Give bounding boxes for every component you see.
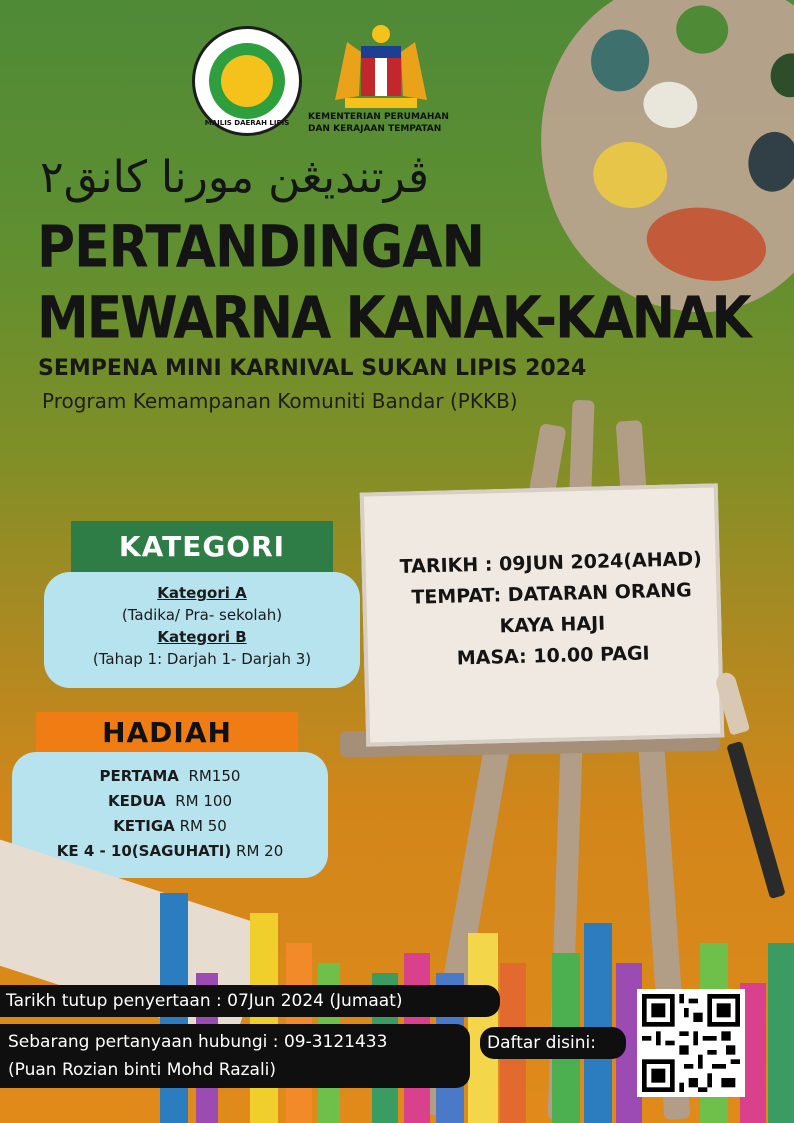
hadiah-heading: HADIAH [36, 712, 298, 754]
title-line-2: MEWARNA KANAK-KANAK [37, 285, 750, 353]
pencil-icon [768, 943, 794, 1123]
title-line-1: PERTANDINGAN [37, 214, 485, 282]
event-time: MASA: 10.00 PAGI [456, 642, 650, 670]
prize-row: KE 4 - 10(SAGUHATI) RM 20 [56, 842, 284, 860]
kategori-b-label: Kategori B [157, 628, 247, 646]
majlis-daerah-lipis-logo [192, 26, 302, 136]
contact-name: (Puan Rozian binti Mohd Razali) [8, 1060, 277, 1080]
pencil-icon [250, 913, 278, 1123]
event-venue-line2: KAYA HAJI [499, 612, 606, 638]
event-date: TARIKH : 09JUN 2024(AHAD) [399, 548, 703, 578]
ministry-name: KEMENTERIAN PERUMAHAN DAN KERAJAAN TEMPATAN [308, 112, 449, 134]
kategori-b-desc: (Tahap 1: Darjah 1- Darjah 3) [92, 650, 312, 668]
closing-date: Tarikh tutup penyertaan : 07Jun 2024 (Jumaat) [0, 985, 500, 1017]
kategori-a-label: Kategori A [157, 584, 247, 602]
mdl-logo-text: MAJLIS DAERAH LIPIS [204, 119, 290, 127]
kategori-a-desc: (Tadika/ Pra- sekolah) [121, 606, 283, 624]
paint-palette [518, 0, 794, 329]
kategori-box [44, 572, 360, 688]
qr-code-icon [642, 994, 740, 1092]
subtitle: SEMPENA MINI KARNIVAL SUKAN LIPIS 2024 [38, 356, 587, 381]
enquiry-text: Sebarang pertanyaan hubungi : 09-3121433 [8, 1032, 388, 1052]
jawi-title: ڤرتنديڠن مورنا كانق٢ [40, 152, 430, 203]
event-venue-line1: TEMPAT: DATARAN ORANG [411, 579, 693, 609]
kategori-heading: KATEGORI [71, 521, 333, 572]
prize-row: PERTAMA RM150 [99, 767, 241, 785]
pencil-icon [584, 923, 612, 1123]
contact-box [0, 1024, 470, 1088]
program-name: Program Kemampanan Komuniti Bandar (PKKB) [42, 389, 518, 413]
register-label: Daftar disini: [480, 1027, 626, 1059]
malaysia-coat-of-arms-icon [325, 22, 437, 112]
prize-row: KEDUA RM 100 [108, 792, 232, 810]
event-info [395, 544, 708, 676]
registration-qr-code[interactable] [637, 989, 745, 1097]
paintbrush-icon [726, 741, 785, 899]
prize-row: KETIGA RM 50 [113, 817, 227, 835]
